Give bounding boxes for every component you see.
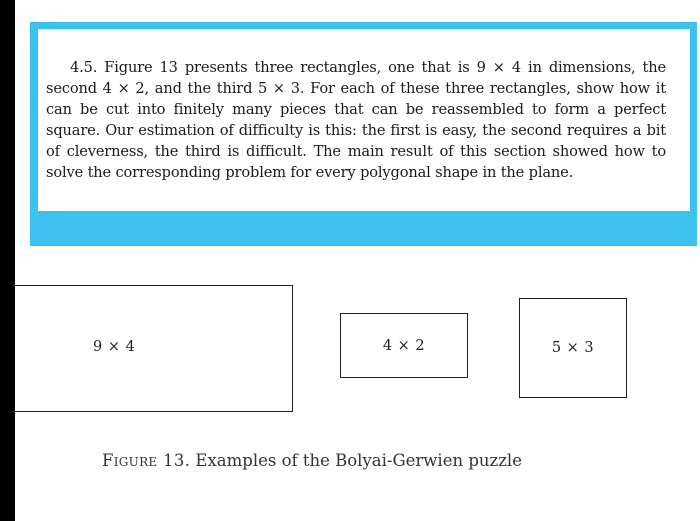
document-page — [15, 0, 700, 521]
rectangle-5x3-label: 5 × 3 — [551, 340, 595, 356]
rectangle-5x3 — [519, 298, 627, 398]
problem-number: 4.5. — [70, 59, 98, 76]
figure-caption-text: Examples of the Bolyai-Gerwien puzzle — [195, 451, 522, 470]
problem-paragraph — [46, 57, 666, 183]
figure-caption — [102, 451, 522, 470]
problem-text-box — [38, 29, 690, 211]
rectangle-4x2 — [340, 313, 468, 378]
rectangle-9x4 — [15, 285, 293, 412]
rectangle-9x4-label: 9 × 4 — [93, 338, 136, 355]
rectangle-4x2-label: 4 × 2 — [382, 337, 426, 354]
problem-body: Figure 13 presents three rectangles, one that is 9 × 4 in dimensions, the second 4 × 2, and the third 5 × 3. For each of these three rectangles, show how it can be cut into finitely many pieces that can be reassembled to form a perfect square. Our estimation of difficulty is this: the first is easy, the second requires a bit of cleverness, the third is difficult. The main result of this section showed how to solve the corresponding problem for every polygonal shape in the plane. — [46, 59, 666, 181]
figure-caption-label: Figure 13. — [102, 451, 191, 470]
